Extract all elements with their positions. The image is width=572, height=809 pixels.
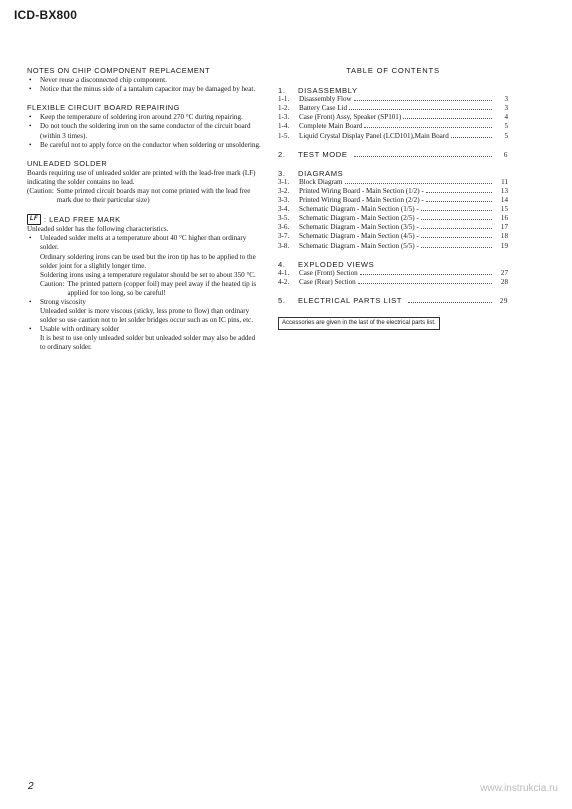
- unleaded-caution: [27, 187, 261, 205]
- toc-section-5[interactable]: 5. ELECTRICAL PARTS LIST 29: [278, 295, 508, 305]
- lf-mark-heading: [27, 214, 261, 225]
- chip-notes-title: NOTES ON CHIP COMPONENT REPLACEMENT: [27, 66, 211, 75]
- toc-item-3-3[interactable]: 3-3. Printed Wiring Board - Main Section (2/2) - 14: [278, 196, 508, 205]
- flex-repair-title: FLEXIBLE CIRCUIT BOARD REPAIRING: [27, 103, 180, 113]
- lf-bullet-2: • Strong viscosity: [29, 297, 86, 306]
- lf-bullet-1-para-2: Soldering irons using a temperature regulator should be set to about 350 °C.: [40, 270, 256, 279]
- table-of-contents: [278, 66, 508, 330]
- accessories-note: Accessories are given in the last of the electrical parts list.: [278, 317, 440, 330]
- lf-caution-label: Caution:: [40, 279, 65, 288]
- toc-item-4-2[interactable]: 4-2. Case (Rear) Section 28: [278, 277, 508, 286]
- toc-item-3-1[interactable]: 3-1. Block Diagram 11: [278, 177, 508, 186]
- lf-bullet-1: • Unleaded solder melts at a temperature about 40 °C higher than ordinary solder.: [29, 234, 247, 252]
- toc-section-3[interactable]: 3. DIAGRAMS: [278, 168, 344, 178]
- lf-caution-text: The printed pattern (copper foil) may peel away if the heated tip is applied for too long, so be careful!: [67, 279, 257, 297]
- toc-section-2[interactable]: 2. TEST MODE 6: [278, 149, 508, 159]
- lf-bullet-1-para-1: Ordinary soldering irons can be used but the iron tip has to be applied to the solder joint for a slightly longer time.: [40, 252, 256, 270]
- left-column: [27, 66, 261, 353]
- lf-bullet-1-caution: [27, 280, 261, 298]
- toc-item-1-4[interactable]: 1-4. Complete Main Board 5: [278, 122, 508, 131]
- lf-bullet-3-text: It is best to use only unleaded solder but unleaded solder may also be added to ordinary solder.: [40, 334, 256, 352]
- toc-item-1-2[interactable]: 1-2. Battery Case Lid 3: [278, 104, 508, 113]
- toc-section-1[interactable]: 1. DISASSEMBLY: [278, 86, 358, 96]
- toc-item-3-5[interactable]: 3-5. Schematic Diagram - Main Section (2/5) - 16: [278, 214, 508, 223]
- lf-mark-title: : LEAD FREE MARK: [44, 215, 121, 225]
- lf-intro: Unleaded solder has the following characteristics.: [27, 225, 169, 234]
- toc-section-4[interactable]: 4. EXPLODED VIEWS: [278, 259, 375, 269]
- lf-bullet-3: • Usable with ordinary solder: [29, 325, 119, 334]
- flex-bullet-3: • Be careful not to apply force on the conductor when soldering or unsoldering.: [29, 140, 261, 149]
- toc-item-3-6[interactable]: 3-6. Schematic Diagram - Main Section (3/5) - 17: [278, 223, 508, 232]
- caution-label: (Caution:: [27, 187, 54, 196]
- toc-item-3-8[interactable]: 3-8. Schematic Diagram - Main Section (5/5) - 19: [278, 241, 508, 250]
- toc-title: TABLE OF CONTENTS: [346, 66, 440, 75]
- caution-text: Some printed circuit boards may not come printed with the lead free mark due to their particular size): [56, 187, 251, 205]
- flex-bullet-2: • Do not touch the soldering iron on the same conductor of the circuit board (within 3 times).: [29, 122, 251, 140]
- toc-item-1-3[interactable]: 1-3. Case (Front) Assy, Speaker (SP101) 4: [278, 113, 508, 122]
- watermark-link[interactable]: www.instrukcia.ru: [480, 783, 558, 794]
- lf-bullet-2-text: Unleaded solder is more viscous (sticky, less prone to flow) than ordinary solder so use caution not to let solder bridges occur such as on IC pins, etc.: [40, 307, 253, 325]
- chip-bullet-2: • Notice that the minus side of a tantalum capacitor may be damaged by heat.: [29, 85, 256, 94]
- toc-item-4-1[interactable]: 4-1. Case (Front) Section 27: [278, 268, 508, 277]
- toc-item-3-7[interactable]: 3-7. Schematic Diagram - Main Section (4/5) - 18: [278, 232, 508, 241]
- model-header: ICD-BX800: [14, 8, 78, 22]
- unleaded-title: UNLEADED SOLDER: [27, 158, 108, 168]
- toc-item-3-2[interactable]: 3-2. Printed Wiring Board - Main Section (1/2) - 13: [278, 186, 508, 195]
- toc-item-3-4[interactable]: 3-4. Schematic Diagram - Main Section (1/5) - 15: [278, 205, 508, 214]
- unleaded-body: Boards requiring use of unleaded solder are printed with the lead-free mark (LF) indicating the solder contains no lead.: [27, 168, 256, 186]
- toc-item-1-1[interactable]: 1-1. Disassembly Flow 3: [278, 95, 508, 104]
- lead-free-icon: LF: [27, 214, 41, 225]
- chip-bullet-1: • Never reuse a disconnected chip component.: [29, 76, 167, 85]
- flex-bullet-1: • Keep the temperature of soldering iron around 270 °C during repairing.: [29, 113, 243, 122]
- page-number: 2: [28, 781, 34, 792]
- toc-item-1-5[interactable]: 1-5. Liquid Crystal Display Panel (LCD101),Main Board 5: [278, 131, 508, 140]
